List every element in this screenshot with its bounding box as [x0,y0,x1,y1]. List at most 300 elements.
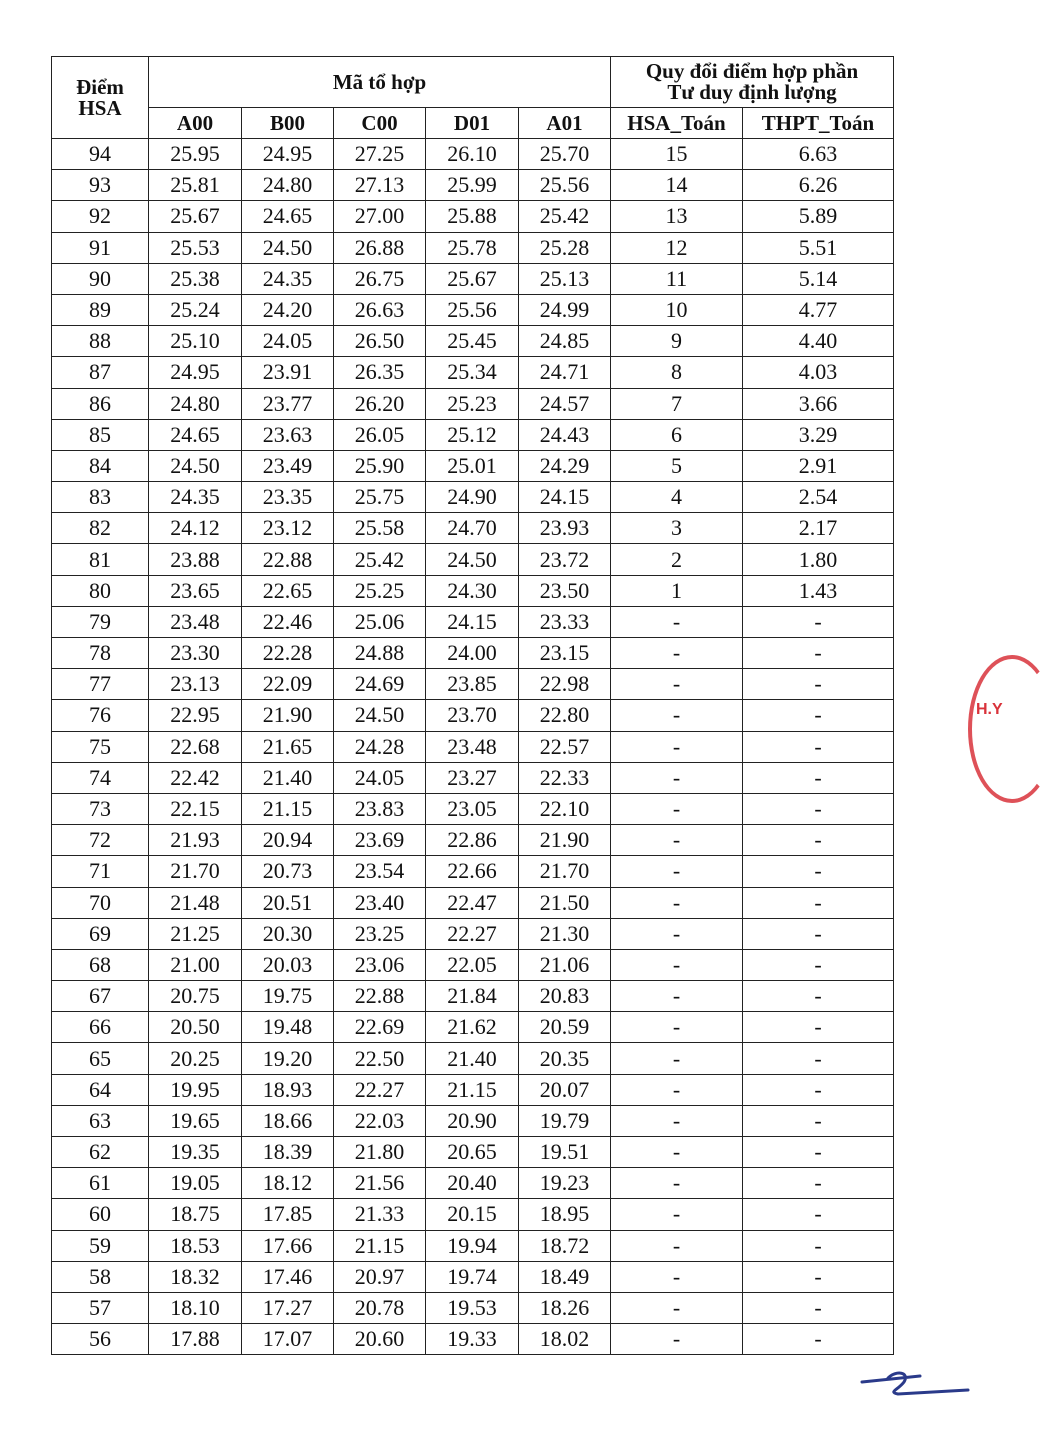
cell-hsa-toan: - [611,856,743,887]
cell-a00: 23.65 [149,575,242,606]
cell-hsa-toan: 6 [611,419,743,450]
cell-c00: 27.25 [334,139,426,170]
cell-diem-hsa: 86 [52,388,149,419]
table-row [52,981,894,1012]
cell-a00: 20.25 [149,1043,242,1074]
table-row [52,513,894,544]
cell-diem-hsa: 87 [52,357,149,388]
cell-d01: 21.40 [426,1043,519,1074]
cell-hsa-toan: - [611,1168,743,1199]
table-row [52,1105,894,1136]
table-row [52,1199,894,1230]
table-row [52,482,894,513]
cell-a00: 19.65 [149,1105,242,1136]
column-header-b00: B00 [242,108,334,139]
cell-d01: 19.74 [426,1261,519,1292]
cell-diem-hsa: 77 [52,669,149,700]
cell-b00: 22.65 [242,575,334,606]
cell-diem-hsa: 89 [52,294,149,325]
header-row-top [52,57,894,108]
cell-hsa-toan: - [611,1324,743,1355]
cell-thpt-toan: 6.63 [743,139,894,170]
cell-thpt-toan: - [743,638,894,669]
cell-a01: 22.33 [519,762,611,793]
cell-c00: 21.80 [334,1137,426,1168]
cell-hsa-toan: - [611,731,743,762]
cell-b00: 24.65 [242,201,334,232]
cell-b00: 21.90 [242,700,334,731]
table-row [52,887,894,918]
header-row-columns [52,108,894,139]
cell-diem-hsa: 74 [52,762,149,793]
header-quy-doi-line2: Tư duy định lượng [667,80,837,104]
column-header-d01: D01 [426,108,519,139]
cell-c00: 27.00 [334,201,426,232]
cell-d01: 24.90 [426,482,519,513]
cell-a01: 25.42 [519,201,611,232]
cell-a00: 25.53 [149,232,242,263]
cell-hsa-toan: - [611,762,743,793]
cell-hsa-toan: - [611,669,743,700]
cell-c00: 24.69 [334,669,426,700]
cell-a00: 18.32 [149,1261,242,1292]
cell-diem-hsa: 88 [52,326,149,357]
table-row [52,1261,894,1292]
cell-a01: 24.15 [519,482,611,513]
cell-c00: 23.25 [334,918,426,949]
cell-a00: 19.35 [149,1137,242,1168]
cell-hsa-toan: 15 [611,139,743,170]
cell-thpt-toan: - [743,825,894,856]
cell-b00: 23.63 [242,419,334,450]
cell-b00: 22.88 [242,544,334,575]
cell-c00: 26.35 [334,357,426,388]
cell-b00: 24.80 [242,170,334,201]
cell-thpt-toan: - [743,700,894,731]
table-row [52,606,894,637]
cell-c00: 26.05 [334,419,426,450]
cell-d01: 20.15 [426,1199,519,1230]
cell-hsa-toan: - [611,1199,743,1230]
cell-a01: 18.95 [519,1199,611,1230]
column-header-a00: A00 [149,108,242,139]
cell-a00: 25.67 [149,201,242,232]
cell-d01: 19.33 [426,1324,519,1355]
cell-a01: 18.26 [519,1292,611,1323]
cell-c00: 26.63 [334,294,426,325]
cell-b00: 22.46 [242,606,334,637]
cell-thpt-toan: 4.40 [743,326,894,357]
cell-d01: 24.70 [426,513,519,544]
cell-a01: 23.93 [519,513,611,544]
cell-b00: 20.30 [242,918,334,949]
table-row [52,669,894,700]
cell-a01: 24.85 [519,326,611,357]
cell-hsa-toan: 13 [611,201,743,232]
cell-d01: 21.62 [426,1012,519,1043]
cell-b00: 20.73 [242,856,334,887]
cell-diem-hsa: 59 [52,1230,149,1261]
cell-c00: 23.06 [334,949,426,980]
cell-b00: 22.28 [242,638,334,669]
header-ma-to-hop: Mã tổ hợp [149,57,611,108]
cell-c00: 25.06 [334,606,426,637]
cell-b00: 23.12 [242,513,334,544]
cell-diem-hsa: 64 [52,1074,149,1105]
cell-thpt-toan: - [743,949,894,980]
cell-d01: 24.15 [426,606,519,637]
cell-d01: 20.90 [426,1105,519,1136]
cell-d01: 25.67 [426,263,519,294]
cell-hsa-toan: - [611,1012,743,1043]
table-row [52,139,894,170]
cell-thpt-toan: 3.66 [743,388,894,419]
cell-b00: 24.05 [242,326,334,357]
cell-c00: 23.83 [334,793,426,824]
cell-hsa-toan: - [611,1292,743,1323]
cell-diem-hsa: 65 [52,1043,149,1074]
cell-a00: 21.00 [149,949,242,980]
cell-d01: 20.65 [426,1137,519,1168]
cell-diem-hsa: 79 [52,606,149,637]
cell-a01: 24.57 [519,388,611,419]
table-row [52,825,894,856]
cell-diem-hsa: 85 [52,419,149,450]
cell-c00: 26.75 [334,263,426,294]
cell-hsa-toan: - [611,1137,743,1168]
cell-diem-hsa: 70 [52,887,149,918]
cell-a01: 21.30 [519,918,611,949]
column-header-c00: C00 [334,108,426,139]
cell-b00: 17.46 [242,1261,334,1292]
table-row [52,575,894,606]
cell-c00: 25.58 [334,513,426,544]
cell-b00: 20.94 [242,825,334,856]
cell-a00: 24.50 [149,450,242,481]
cell-a00: 20.50 [149,1012,242,1043]
cell-d01: 25.45 [426,326,519,357]
cell-d01: 19.53 [426,1292,519,1323]
cell-diem-hsa: 82 [52,513,149,544]
cell-hsa-toan: 8 [611,357,743,388]
cell-thpt-toan: - [743,1043,894,1074]
cell-a00: 23.13 [149,669,242,700]
cell-d01: 22.86 [426,825,519,856]
cell-hsa-toan: - [611,887,743,918]
cell-a01: 23.50 [519,575,611,606]
cell-c00: 23.69 [334,825,426,856]
cell-b00: 23.77 [242,388,334,419]
table-row [52,918,894,949]
cell-c00: 25.90 [334,450,426,481]
cell-hsa-toan: - [611,1261,743,1292]
cell-diem-hsa: 71 [52,856,149,887]
cell-d01: 23.48 [426,731,519,762]
table-row [52,263,894,294]
cell-c00: 22.27 [334,1074,426,1105]
cell-diem-hsa: 78 [52,638,149,669]
table-body [52,139,894,1355]
cell-a00: 22.42 [149,762,242,793]
cell-a00: 22.95 [149,700,242,731]
table-row [52,388,894,419]
cell-diem-hsa: 76 [52,700,149,731]
cell-thpt-toan: 3.29 [743,419,894,450]
cell-d01: 22.27 [426,918,519,949]
cell-c00: 21.33 [334,1199,426,1230]
cell-b00: 17.85 [242,1199,334,1230]
table-row [52,1168,894,1199]
cell-thpt-toan: 5.89 [743,201,894,232]
cell-d01: 25.01 [426,450,519,481]
cell-a01: 25.70 [519,139,611,170]
cell-diem-hsa: 90 [52,263,149,294]
cell-diem-hsa: 93 [52,170,149,201]
cell-b00: 17.07 [242,1324,334,1355]
cell-d01: 25.34 [426,357,519,388]
cell-d01: 25.99 [426,170,519,201]
cell-thpt-toan: 4.77 [743,294,894,325]
cell-c00: 22.50 [334,1043,426,1074]
cell-diem-hsa: 67 [52,981,149,1012]
cell-a00: 24.65 [149,419,242,450]
cell-thpt-toan: 2.54 [743,482,894,513]
cell-thpt-toan: 1.43 [743,575,894,606]
cell-a01: 21.90 [519,825,611,856]
cell-diem-hsa: 94 [52,139,149,170]
cell-a01: 21.70 [519,856,611,887]
cell-thpt-toan: - [743,731,894,762]
cell-thpt-toan: - [743,1074,894,1105]
cell-thpt-toan: - [743,762,894,793]
cell-b00: 21.65 [242,731,334,762]
cell-a00: 17.88 [149,1324,242,1355]
cell-b00: 24.35 [242,263,334,294]
cell-a01: 22.98 [519,669,611,700]
cell-hsa-toan: - [611,1043,743,1074]
cell-hsa-toan: - [611,606,743,637]
cell-diem-hsa: 66 [52,1012,149,1043]
cell-d01: 23.70 [426,700,519,731]
table-row [52,326,894,357]
cell-a00: 25.24 [149,294,242,325]
cell-a01: 22.80 [519,700,611,731]
cell-d01: 25.88 [426,201,519,232]
table-row [52,294,894,325]
cell-a01: 24.43 [519,419,611,450]
cell-c00: 20.97 [334,1261,426,1292]
cell-hsa-toan: 4 [611,482,743,513]
cell-diem-hsa: 75 [52,731,149,762]
cell-a01: 20.59 [519,1012,611,1043]
cell-d01: 22.05 [426,949,519,980]
cell-diem-hsa: 58 [52,1261,149,1292]
cell-b00: 17.66 [242,1230,334,1261]
cell-a00: 25.38 [149,263,242,294]
column-header-hsa-toan: HSA_Toán [611,108,743,139]
cell-thpt-toan: - [743,606,894,637]
cell-a00: 18.10 [149,1292,242,1323]
cell-thpt-toan: - [743,887,894,918]
cell-a00: 25.81 [149,170,242,201]
table-row [52,731,894,762]
table-row [52,1074,894,1105]
cell-diem-hsa: 81 [52,544,149,575]
table-row [52,1043,894,1074]
cell-diem-hsa: 56 [52,1324,149,1355]
cell-c00: 23.54 [334,856,426,887]
cell-c00: 24.88 [334,638,426,669]
cell-a00: 23.48 [149,606,242,637]
cell-thpt-toan: - [743,793,894,824]
cell-hsa-toan: - [611,1074,743,1105]
cell-thpt-toan: - [743,669,894,700]
cell-a00: 22.68 [149,731,242,762]
cell-c00: 26.88 [334,232,426,263]
table-row [52,1324,894,1355]
cell-a01: 21.50 [519,887,611,918]
cell-a00: 24.35 [149,482,242,513]
cell-b00: 18.93 [242,1074,334,1105]
cell-b00: 21.40 [242,762,334,793]
cell-b00: 18.39 [242,1137,334,1168]
cell-a00: 24.80 [149,388,242,419]
table-row [52,450,894,481]
cell-c00: 22.88 [334,981,426,1012]
cell-d01: 24.50 [426,544,519,575]
cell-thpt-toan: - [743,856,894,887]
cell-b00: 19.75 [242,981,334,1012]
cell-diem-hsa: 73 [52,793,149,824]
cell-a01: 20.07 [519,1074,611,1105]
table-row [52,357,894,388]
cell-diem-hsa: 62 [52,1137,149,1168]
cell-d01: 22.47 [426,887,519,918]
cell-a01: 23.33 [519,606,611,637]
table-row [52,544,894,575]
cell-c00: 25.75 [334,482,426,513]
cell-c00: 22.69 [334,1012,426,1043]
cell-a01: 24.99 [519,294,611,325]
cell-a01: 20.35 [519,1043,611,1074]
cell-diem-hsa: 60 [52,1199,149,1230]
cell-c00: 22.03 [334,1105,426,1136]
cell-a00: 25.95 [149,139,242,170]
cell-d01: 24.00 [426,638,519,669]
cell-a01: 22.57 [519,731,611,762]
cell-b00: 19.48 [242,1012,334,1043]
cell-thpt-toan: - [743,1292,894,1323]
table-row [52,419,894,450]
score-conversion-table [51,56,894,1355]
cell-a00: 21.70 [149,856,242,887]
cell-a01: 19.23 [519,1168,611,1199]
cell-c00: 21.15 [334,1230,426,1261]
cell-hsa-toan: - [611,638,743,669]
cell-d01: 21.84 [426,981,519,1012]
cell-a00: 19.05 [149,1168,242,1199]
table-row [52,170,894,201]
cell-diem-hsa: 57 [52,1292,149,1323]
cell-a01: 24.71 [519,357,611,388]
table-row [52,1230,894,1261]
cell-diem-hsa: 69 [52,918,149,949]
cell-c00: 25.42 [334,544,426,575]
cell-b00: 17.27 [242,1292,334,1323]
cell-hsa-toan: 9 [611,326,743,357]
cell-hsa-toan: 11 [611,263,743,294]
signature-mark [858,1362,978,1402]
cell-a01: 18.49 [519,1261,611,1292]
cell-hsa-toan: 10 [611,294,743,325]
cell-a00: 21.48 [149,887,242,918]
cell-hsa-toan: 2 [611,544,743,575]
cell-a00: 23.30 [149,638,242,669]
cell-thpt-toan: - [743,981,894,1012]
cell-hsa-toan: 14 [611,170,743,201]
cell-c00: 23.40 [334,887,426,918]
cell-d01: 22.66 [426,856,519,887]
cell-b00: 24.20 [242,294,334,325]
cell-thpt-toan: 5.51 [743,232,894,263]
table-row [52,949,894,980]
cell-b00: 20.03 [242,949,334,980]
cell-thpt-toan: - [743,918,894,949]
cell-a01: 25.28 [519,232,611,263]
cell-c00: 21.56 [334,1168,426,1199]
cell-hsa-toan: - [611,825,743,856]
cell-hsa-toan: - [611,700,743,731]
cell-b00: 19.20 [242,1043,334,1074]
cell-thpt-toan: - [743,1230,894,1261]
table-row [52,856,894,887]
cell-d01: 19.94 [426,1230,519,1261]
cell-d01: 23.85 [426,669,519,700]
cell-c00: 20.78 [334,1292,426,1323]
cell-diem-hsa: 68 [52,949,149,980]
table-row [52,1292,894,1323]
header-quy-doi-line1: Quy đổi điểm hợp phần [645,59,859,83]
cell-b00: 18.66 [242,1105,334,1136]
cell-b00: 20.51 [242,887,334,918]
cell-a01: 21.06 [519,949,611,980]
table-row [52,638,894,669]
cell-a01: 22.10 [519,793,611,824]
cell-c00: 27.13 [334,170,426,201]
cell-a00: 18.75 [149,1199,242,1230]
cell-a00: 21.93 [149,825,242,856]
cell-d01: 25.56 [426,294,519,325]
cell-hsa-toan: - [611,1105,743,1136]
cell-a01: 23.72 [519,544,611,575]
header-quy-doi [611,57,894,108]
cell-d01: 25.78 [426,232,519,263]
red-seal-stamp [968,655,1056,803]
cell-c00: 26.50 [334,326,426,357]
cell-diem-hsa: 61 [52,1168,149,1199]
cell-hsa-toan: - [611,918,743,949]
cell-a01: 25.56 [519,170,611,201]
cell-a00: 19.95 [149,1074,242,1105]
table-row [52,762,894,793]
cell-a01: 19.51 [519,1137,611,1168]
cell-thpt-toan: - [743,1324,894,1355]
cell-c00: 20.60 [334,1324,426,1355]
cell-hsa-toan: - [611,793,743,824]
cell-b00: 24.50 [242,232,334,263]
cell-diem-hsa: 92 [52,201,149,232]
cell-a00: 21.25 [149,918,242,949]
